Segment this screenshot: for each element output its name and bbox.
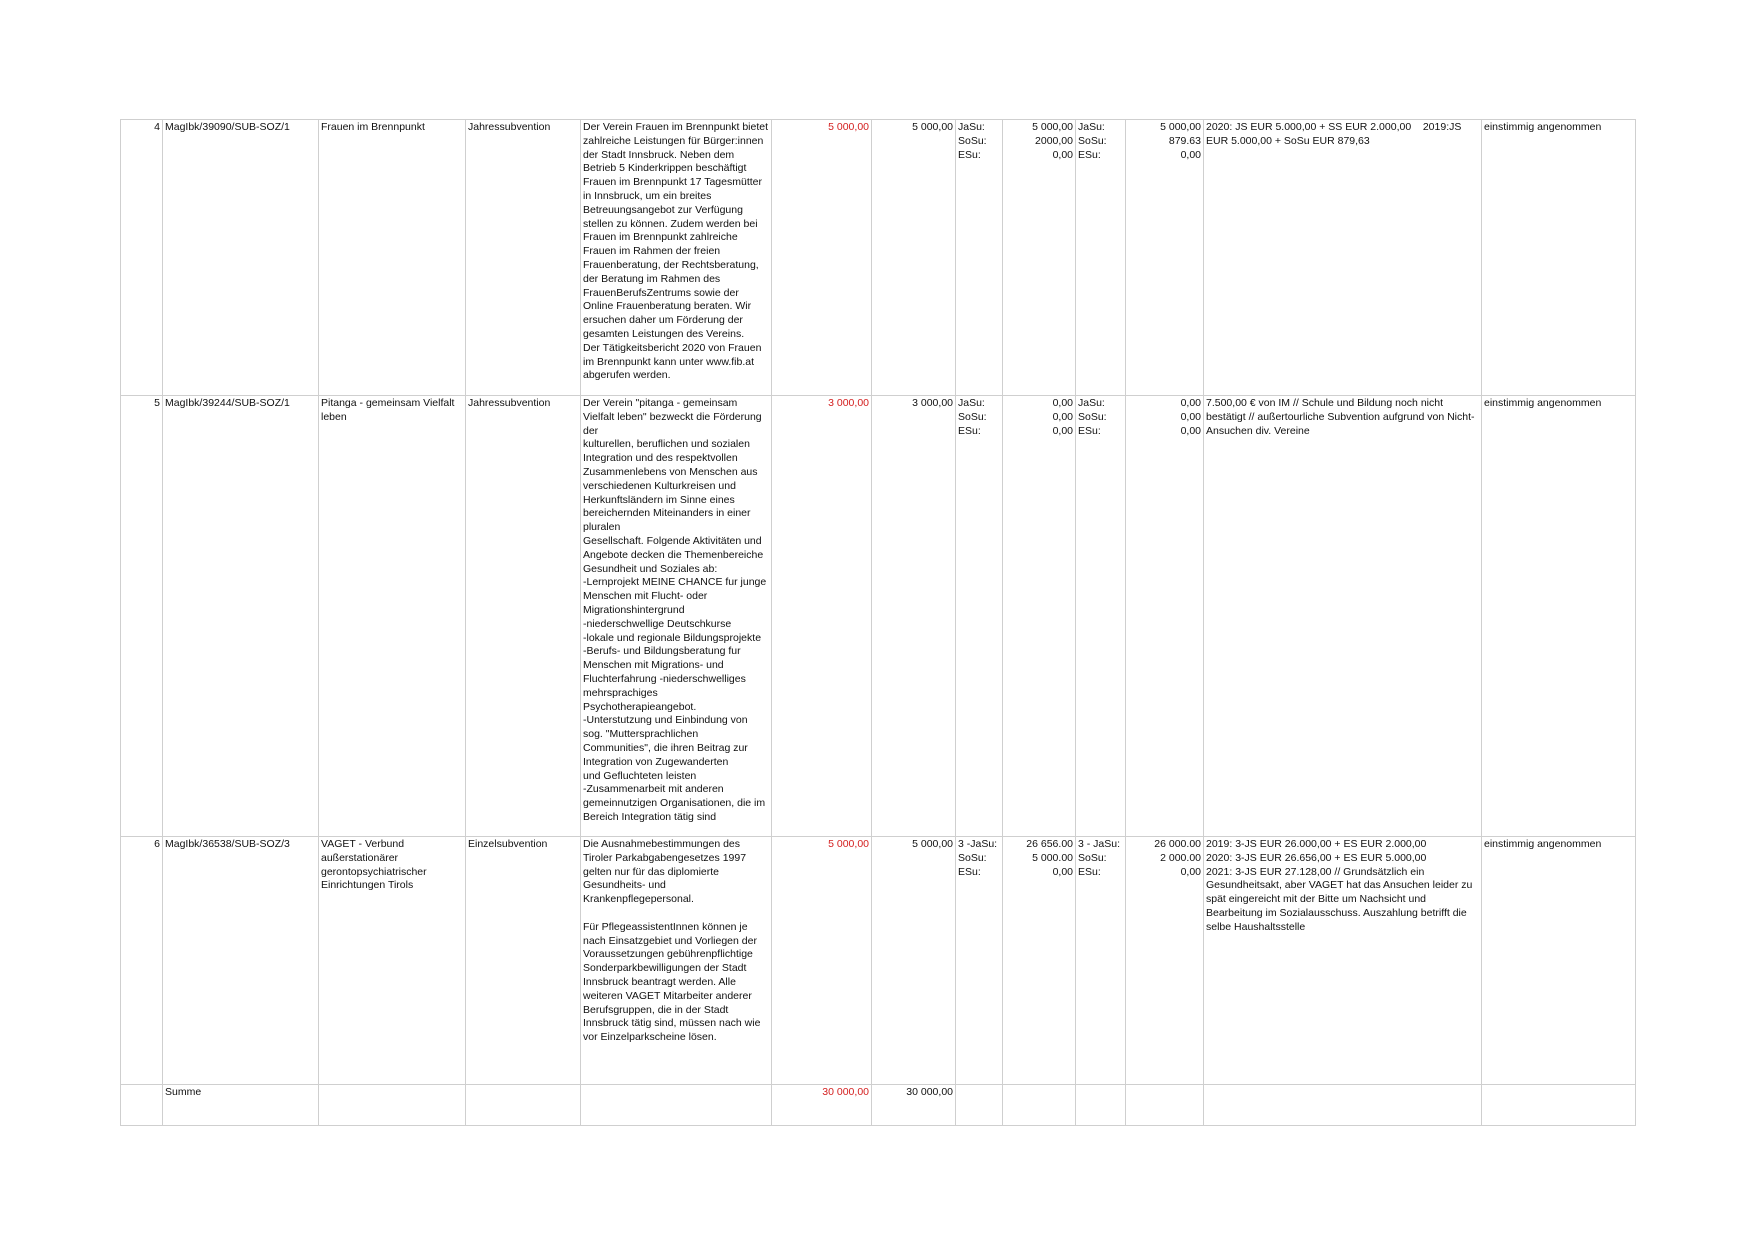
empty-cell <box>1126 1085 1204 1126</box>
approved-amount: 5 000,00 <box>872 120 956 396</box>
empty-cell <box>466 1085 581 1126</box>
empty-cell <box>956 1085 1003 1126</box>
file-reference: MagIbk/36538/SUB-SOZ/3 <box>163 837 319 1085</box>
prev-prev-year-values: 26 000.00 2 000.00 0,00 <box>1126 837 1204 1085</box>
prev-prev-year-values: 5 000,00 879.63 0,00 <box>1126 120 1204 396</box>
approved-amount: 5 000,00 <box>872 837 956 1085</box>
remarks: 2020: JS EUR 5.000,00 + SS EUR 2.000,00 2019:JS EUR 5.000,00 + SoSu EUR 879,63 <box>1204 120 1482 396</box>
empty-cell <box>1003 1085 1076 1126</box>
prev-prev-year-labels: JaSu: SoSu: ESu: <box>1076 120 1126 396</box>
row-number: 6 <box>121 837 163 1085</box>
prev-year-labels: JaSu: SoSu: ESu: <box>956 396 1003 837</box>
sum-requested-amount: 30 000,00 <box>772 1085 872 1126</box>
prev-year-labels: 3 -JaSu: SoSu: ESu: <box>956 837 1003 1085</box>
decision: einstimmig angenommen <box>1482 120 1636 396</box>
table-row <box>121 120 1636 396</box>
subsidy-type: Einzelsubvention <box>466 837 581 1085</box>
requested-amount: 5 000,00 <box>772 120 872 396</box>
remarks: 7.500,00 € von IM // Schule und Bildung noch nicht bestätigt // außertourliche Subvention aufgrund von Nicht-Ansuchen div. Vereine <box>1204 396 1482 837</box>
description: Der Verein "pitanga - gemeinsam Vielfalt leben" bezweckt die Förderung der kulturellen, beruflichen und sozialen Integration und des respektvollen Zusammenlebens von Menschen aus verschiedenen Kulturkreisen und Herkunftsländern im Sinne eines bereichernden Miteinanders in einer pluralen Gesellschaft. Folgende Aktivitäten und Angebote decken die Themenbereiche Gesundheit und Soziales ab: -Lernprojekt MEINE CHANCE fur junge Menschen mit Flucht- oder Migrationshintergrund -niederschwellige Deutschkurse -lokale und regionale Bildungsprojekte -Berufs- und Bildungsberatung fur Menschen mit Migrations- und Fluchterfahrung -niederschwelliges mehrsprachiges Psychotherapieangebot. -Unterstutzung und Einbindung von sog. "Muttersprachlichen Communities", die ihren Beitrag zur Integration von Zugewanderten und Gefluchteten leisten -Zusammenarbeit mit anderen gemeinnutzigen Organisationen, die im Bereich Integration tätig sind <box>581 396 772 837</box>
applicant-name: Frauen im Brennpunkt <box>319 120 466 396</box>
table-row <box>121 396 1636 837</box>
requested-amount: 5 000,00 <box>772 837 872 1085</box>
prev-prev-year-labels: JaSu: SoSu: ESu: <box>1076 396 1126 837</box>
subsidy-type: Jahressubvention <box>466 396 581 837</box>
approved-amount: 3 000,00 <box>872 396 956 837</box>
empty-cell <box>1204 1085 1482 1126</box>
remarks: 2019: 3-JS EUR 26.000,00 + ES EUR 2.000,00 2020: 3-JS EUR 26.656,00 + ES EUR 5.000,00 2021: 3-JS EUR 27.128,00 // Grundsätzlich ein Gesundheitsakt, aber VAGET hat das Ansuchen leider zu spät eingereicht mit der Bitte um Nachsicht und Bearbeitung im Sozialausschuss. Auszahlung betrifft die selbe Haushaltsstelle <box>1204 837 1482 1085</box>
prev-year-values: 5 000,00 2000,00 0,00 <box>1003 120 1076 396</box>
applicant-name: VAGET - Verbund außerstationärer gerontopsychiatrischer Einrichtungen Tirols <box>319 837 466 1085</box>
subsidy-table <box>120 119 1636 1126</box>
empty-cell <box>1482 1085 1636 1126</box>
prev-prev-year-labels: 3 - JaSu: SoSu: ESu: <box>1076 837 1126 1085</box>
file-reference: MagIbk/39090/SUB-SOZ/1 <box>163 120 319 396</box>
prev-prev-year-values: 0,00 0,00 0,00 <box>1126 396 1204 837</box>
empty-cell <box>1076 1085 1126 1126</box>
description: Die Ausnahmebestimmungen des Tiroler Parkabgabengesetzes 1997 gelten nur für das diplomierte Gesundheits- und Krankenpflegepersonal. Für PflegeassistentInnen können je nach Einsatzgebiet und Vorliegen der Voraussetzungen gebührenpflichtige Sonderparkbewilligungen der Stadt Innsbruck beantragt werden. Alle weiteren VAGET Mitarbeiter anderer Berufsgruppen, die in der Stadt Innsbruck tätig sind, müssen nach wie vor Einzelparkscheine lösen. <box>581 837 772 1085</box>
empty-cell <box>319 1085 466 1126</box>
empty-cell <box>581 1085 772 1126</box>
decision: einstimmig angenommen <box>1482 837 1636 1085</box>
prev-year-labels: JaSu: SoSu: ESu: <box>956 120 1003 396</box>
decision: einstimmig angenommen <box>1482 396 1636 837</box>
row-number: 4 <box>121 120 163 396</box>
subsidy-type: Jahressubvention <box>466 120 581 396</box>
prev-year-values: 26 656.00 5 000.00 0,00 <box>1003 837 1076 1085</box>
file-reference: MagIbk/39244/SUB-SOZ/1 <box>163 396 319 837</box>
table-row <box>121 837 1636 1085</box>
applicant-name: Pitanga - gemeinsam Vielfalt leben <box>319 396 466 837</box>
description: Der Verein Frauen im Brennpunkt bietet zahlreiche Leistungen für Bürger:innen der Stadt Innsbruck. Neben dem Betrieb 5 Kinderkrippen beschäftigt Frauen im Brennpunkt 17 Tagesmütter in Innsbruck, um ein breites Betreuungsangebot zur Verfügung stellen zu können. Zudem werden bei Frauen im Brennpunkt zahlreiche Frauen im Rahmen der freien Frauenberatung, der Rechtsberatung, der Beratung im Rahmen des FrauenBerufsZentrums sowie der Online Frauenberatung beraten. Wir ersuchen daher um Förderung der gesamten Leistungen des Vereins. Der Tätigkeitsbericht 2020 von Frauen im Brennpunkt kann unter www.fib.at abgerufen werden. <box>581 120 772 396</box>
row-number: 5 <box>121 396 163 837</box>
sum-label: Summe <box>163 1085 319 1126</box>
sum-row <box>121 1085 1636 1126</box>
sum-approved-amount: 30 000,00 <box>872 1085 956 1126</box>
empty-cell <box>121 1085 163 1126</box>
prev-year-values: 0,00 0,00 0,00 <box>1003 396 1076 837</box>
requested-amount: 3 000,00 <box>772 396 872 837</box>
